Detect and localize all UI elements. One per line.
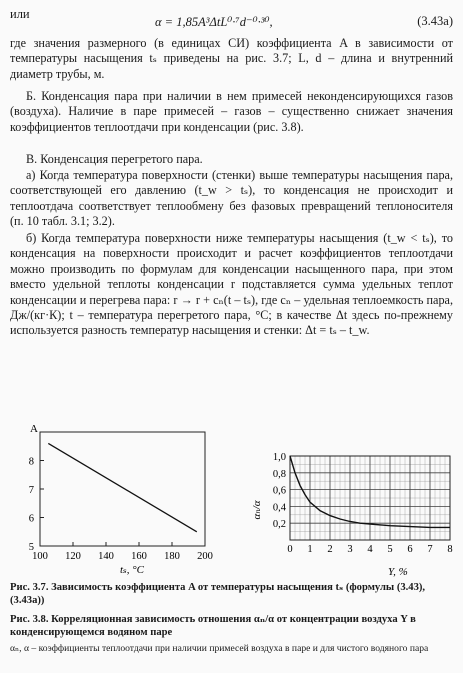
chart2-y-tick-label: 0,4 (272, 502, 286, 514)
chart2-y-tick-label: 0,6 (272, 485, 286, 497)
chart1-x-tick-label: 180 (164, 551, 180, 562)
chart1-frame (40, 432, 205, 546)
chart1-y-tick-label: 7 (28, 485, 34, 496)
formula-row (10, 7, 453, 29)
paragraph-condensation-gases: Б. Конденсация пара при наличии в нем примесей неконденсирующихся газов (воздуха). Наличие в паре примесей – газов – существенно снижает значения коэффициентов теплоотдачи при конденсации (рис. 3.8). (10, 89, 453, 134)
chart2-y-tick-label: 1,0 (272, 452, 286, 463)
paragraph-case-b: б) Когда температура поверхности ниже температуры насыщения (t_w < tₛ), то конденсация на поверхности происходит и расчет коэффициентов теплоотдачи можно производить по формулам для конденсации насыщенного пара, при этом вместо удельной теплоты конденсации r подставляется сумма удельных теплот конденсации и перегрева пара: r → r + cₙ(t – tₛ), где cₙ – удельная теплоемкость пара, Дж/(кг·К); t – температура перегретого пара, °C; в качестве Δt здесь по-прежнему используется разность температур насыщения и стенки: Δt = tₛ – t_w. (10, 231, 453, 338)
chart2-x-tick-label: 4 (367, 544, 373, 555)
chart-coefficient-a (8, 418, 218, 578)
chart1-y-tick-label: 5 (28, 542, 34, 553)
chart2-x-axis-label: Y, % (388, 566, 408, 578)
chart2-x-tick-label: 6 (407, 544, 413, 555)
chart1-x-tick-label: 200 (197, 551, 213, 562)
chart2-x-tick-label: 7 (427, 544, 433, 555)
formula-3-43a: α = 1,85A³ΔtL⁰·⁷d⁻⁰·³⁰, (155, 15, 273, 29)
chart2-y-tick-label: 0,2 (272, 519, 286, 531)
connector-word: или (10, 7, 30, 21)
chart1-y-tick-label: 6 (28, 513, 34, 525)
chart2-y-tick-label: 0,8 (272, 468, 286, 480)
paragraph-case-a: а) Когда температура поверхности (стенки) выше температуры насыщения пара, соответствующей его давлению (t_w > tₛ), то конденсация не происходит и теплоотдача соответствует теплообмену без фазовых превращений теплоносителя (п. 10 табл. 3.1; 3.2). (10, 168, 453, 229)
chart-alpha-ratio (238, 448, 456, 578)
chart1-x-tick-label: 140 (98, 551, 114, 562)
chart2-y-axis-label: αₙ/α (251, 500, 263, 520)
chart2-x-tick-label: 0 (287, 544, 293, 555)
figure-3-7-caption: Рис. 3.7. Зависимость коэффициента A от температуры насыщения tₛ (формулы (3.43), (3.43а)) (10, 582, 426, 606)
chart2-x-tick-label: 3 (347, 544, 353, 555)
chart1-y-tick-label: 8 (28, 456, 34, 468)
chart1-y-axis-label: A (30, 423, 38, 435)
chart2-x-tick-label: 2 (327, 544, 333, 555)
chart2-x-tick-label: 1 (307, 544, 313, 555)
chart2-x-tick-label: 8 (447, 544, 453, 555)
paragraph-superheated-title: В. Конденсация перегретого пара. (26, 152, 203, 166)
chart1-x-axis-label: tₛ, °C (120, 564, 144, 576)
chart1-x-tick-label: 120 (65, 551, 81, 562)
chart1-series-line (48, 443, 197, 531)
equation-number: (3.43а) (417, 14, 453, 28)
figure-3-8-note: αₙ, α – коэффициенты теплоотдачи при наличии примесей воздуха в паре и для чистого водяного пара (10, 643, 429, 654)
chart1-x-tick-label: 160 (131, 551, 147, 562)
chart2-x-tick-label: 5 (387, 544, 393, 555)
paragraph-coefficient-a: где значения размерного (в единицах СИ) коэффициента A в зависимости от температуры насыщения tₛ приведены на рис. 3.7; L, d – длина и внутренний диаметр трубы, м. (10, 36, 453, 81)
figure-3-8-caption: Рис. 3.8. Корреляционная зависимость отношения αₙ/α от концентрации воздуха Y в конденсирующемся водяном паре (10, 614, 416, 638)
chart1-x-tick-label: 100 (32, 551, 48, 562)
